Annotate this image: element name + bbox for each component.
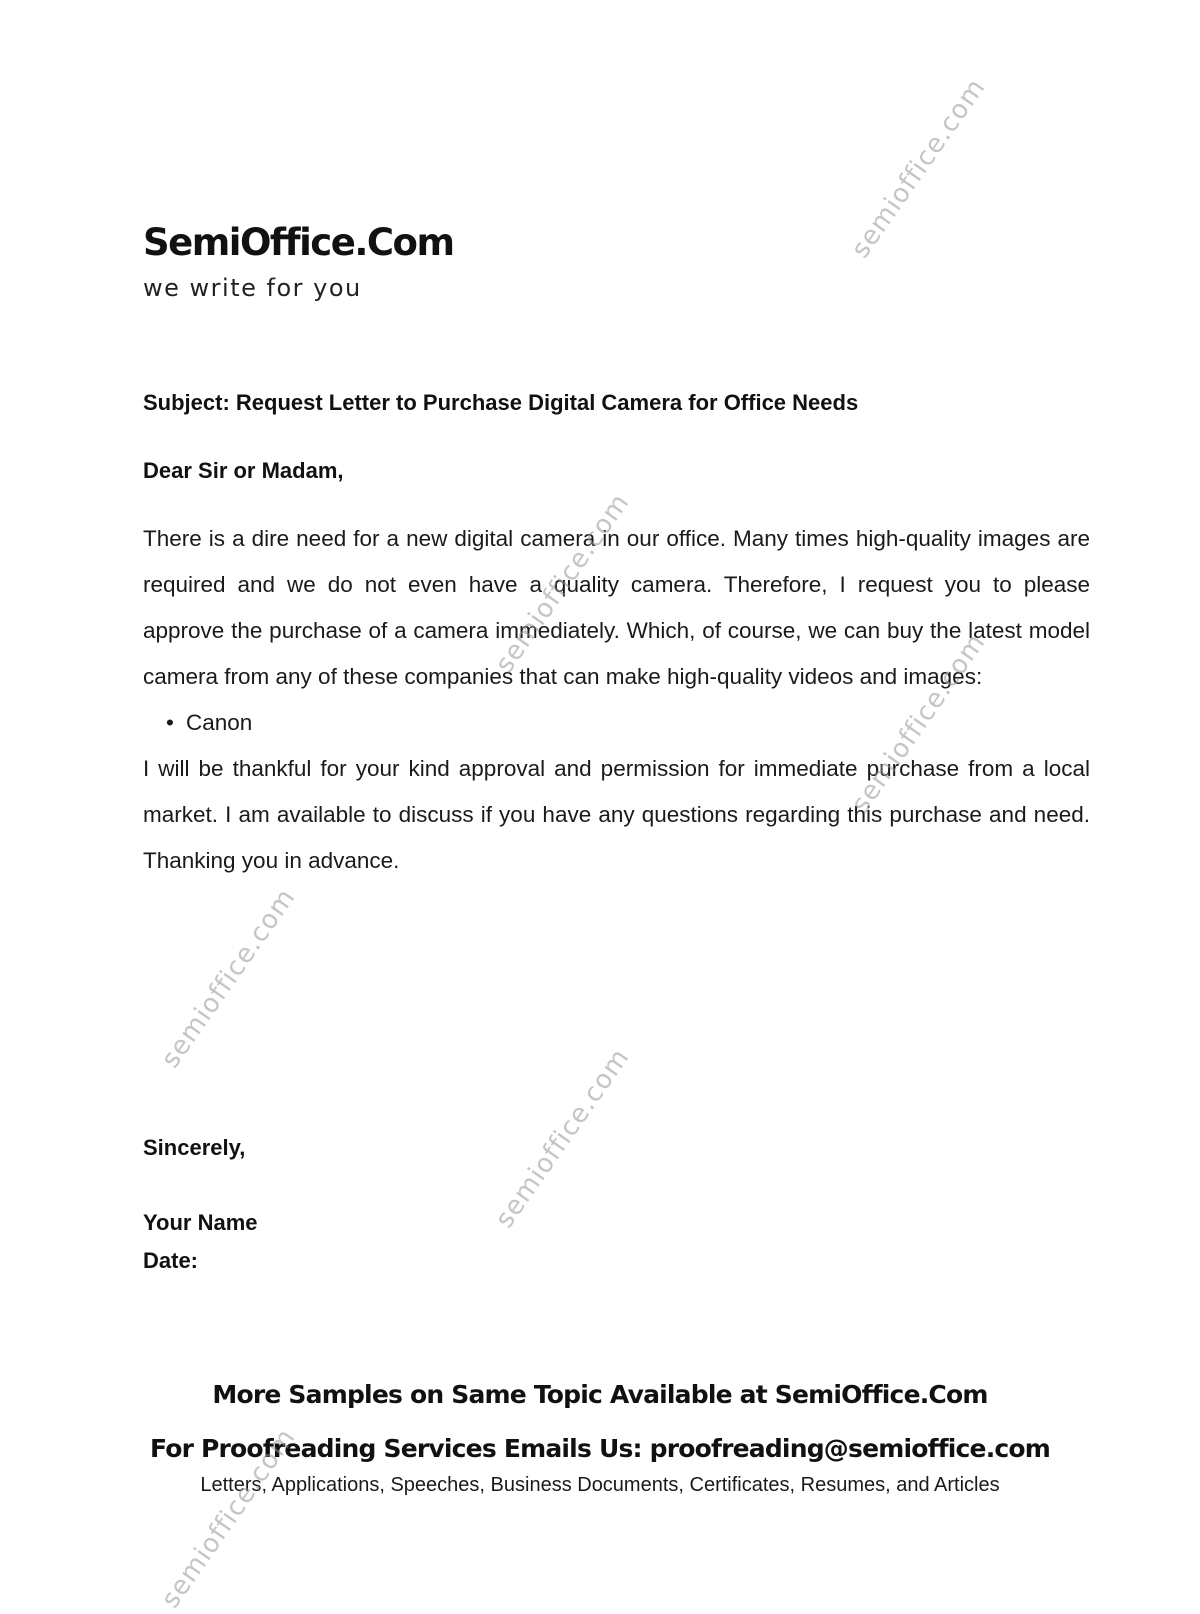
- letter-subject: Subject: Request Letter to Purchase Digital Camera for Office Needs: [143, 390, 859, 415]
- watermark: semioffice.com: [155, 1423, 302, 1614]
- footer-samples-note: More Samples on Same Topic Available at SemiOffice.Com: [212, 1380, 988, 1409]
- letter-salutation: Dear Sir or Madam,: [143, 458, 344, 483]
- watermark: semioffice.com: [489, 1043, 636, 1234]
- company-list: [143, 700, 1090, 746]
- signature-name: Your Name: [143, 1210, 258, 1235]
- body-paragraph-1: There is a dire need for a new digital camera in our office. Many times high-quality images are required and we do not even have a quality camera. Therefore, I request you to please approve the purchase of a camera immediately. Which, of course, we can buy the latest model camera from any of these companies that can make high-quality videos and images:: [143, 526, 1090, 689]
- footer-services-list: Letters, Applications, Speeches, Business Documents, Certificates, Resumes, and Articles: [200, 1474, 1000, 1496]
- watermark: semioffice.com: [845, 73, 992, 264]
- body-paragraph-2: I will be thankful for your kind approval and permission for immediate purchase from a local market. I am available to discuss if you have any questions regarding this purchase and need. Thanking you in advance.: [143, 756, 1090, 873]
- watermark: semioffice.com: [489, 488, 636, 679]
- watermark: semioffice.com: [155, 883, 302, 1074]
- list-item-label: Canon: [186, 710, 253, 735]
- watermark: semioffice.com: [845, 628, 992, 819]
- letter-body: [143, 516, 1090, 884]
- letter-closing: Sincerely,: [143, 1135, 246, 1160]
- signature-date: Date:: [143, 1248, 199, 1273]
- list-item: [166, 700, 1090, 746]
- brand-logo: SemiOffice.Com: [143, 221, 454, 264]
- bullet-icon: •: [166, 710, 174, 735]
- brand-tagline: we write for you: [143, 274, 362, 302]
- footer-proofreading-note: For Proofreading Services Emails Us: proofreading@semioffice.com: [149, 1434, 1051, 1463]
